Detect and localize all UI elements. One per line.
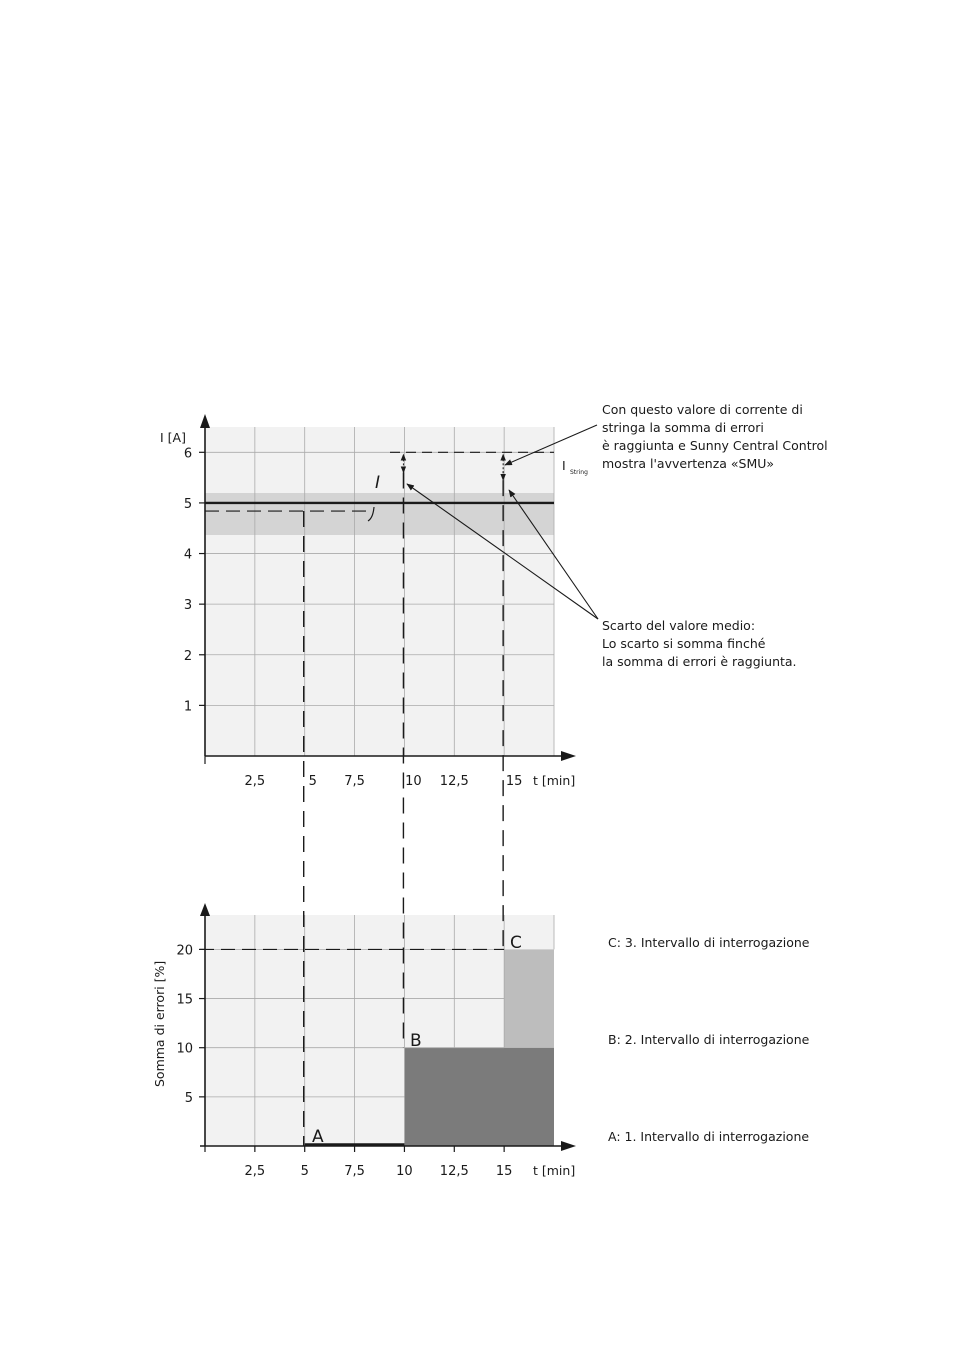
i-curve-label: I xyxy=(375,473,381,493)
annotation-top-line-2: stringa la somma di errori xyxy=(602,420,764,435)
error-y-tick-label-0: 5 xyxy=(184,1090,193,1106)
error-y-tick-label-1: 10 xyxy=(176,1041,193,1057)
annotation-mid xyxy=(602,618,797,669)
current-x-tick-label-4: 12,5 xyxy=(439,774,469,789)
annotation-top-line-3: è raggiunta e Sunny Central Control xyxy=(602,438,828,453)
step-label-b: B xyxy=(410,1031,422,1051)
error-x-tick-label-2: 7,5 xyxy=(344,1164,365,1179)
annotation-top xyxy=(602,402,828,471)
current-y-tick-label-0: 1 xyxy=(183,699,193,715)
error-y-axis-arrow xyxy=(200,903,210,916)
error-x-tick-label-4: 12,5 xyxy=(439,1164,469,1179)
step-c-fill xyxy=(504,949,554,1047)
current-y-tick-label-4: 5 xyxy=(183,496,193,512)
error-x-tick-label-3: 10 xyxy=(396,1164,413,1179)
step-label-c: C xyxy=(510,933,522,953)
current-y-axis-arrow xyxy=(200,414,210,428)
current-x-tick-label-3: 10 xyxy=(405,774,422,789)
error-x-tick-label-0: 2,5 xyxy=(244,1164,266,1179)
current-x-axis-arrow xyxy=(561,751,576,761)
istring-subscript: String xyxy=(570,469,588,476)
error-x-axis-arrow xyxy=(561,1141,576,1151)
error-x-axis-label: t [min] xyxy=(533,1163,576,1178)
current-y-tick-label-3: 4 xyxy=(183,547,193,563)
current-x-tick-label-2: 7,5 xyxy=(344,774,365,789)
error-y-tick-label-3: 20 xyxy=(176,943,193,959)
annotation-mid-line-2: Lo scarto si somma finché xyxy=(602,636,766,651)
istring-label: I xyxy=(562,458,566,473)
error-y-axis-label: Somma di errori [%] xyxy=(152,960,167,1087)
step-label-a: A xyxy=(312,1127,324,1147)
error-x-tick-label-5: 15 xyxy=(495,1164,513,1179)
annotation-top-line-1: Con questo valore di corrente di xyxy=(602,402,803,417)
step-b-fill xyxy=(404,1048,554,1146)
current-chart xyxy=(160,402,828,789)
error-y-tick-label-2: 15 xyxy=(176,992,193,1008)
current-x-tick-label-1: 5 xyxy=(308,774,317,789)
current-x-tick-label-5: 15 xyxy=(505,774,523,789)
error-x-tick-label-1: 5 xyxy=(300,1164,309,1179)
current-y-axis-label: I [A] xyxy=(160,430,186,445)
current-x-axis-label: t [min] xyxy=(533,773,576,788)
error-sum-chart xyxy=(152,903,810,1179)
legend-c: C: 3. Intervallo di interrogazione xyxy=(608,935,810,950)
annotation-mid-line-1: Scarto del valore medio: xyxy=(602,618,756,633)
legend-b: B: 2. Intervallo di interrogazione xyxy=(608,1032,810,1047)
current-y-tick-label-1: 2 xyxy=(183,648,193,664)
current-x-tick-label-0: 2,5 xyxy=(244,774,266,789)
current-y-tick-label-5: 6 xyxy=(183,446,193,462)
current-y-tick-label-2: 3 xyxy=(183,598,193,614)
annotation-mid-line-3: la somma di errori è raggiunta. xyxy=(602,654,797,669)
legend-a: A: 1. Intervallo di interrogazione xyxy=(608,1129,810,1144)
tolerance-band xyxy=(205,493,554,535)
annotation-top-line-4: mostra l'avvertenza «SMU» xyxy=(602,456,775,471)
